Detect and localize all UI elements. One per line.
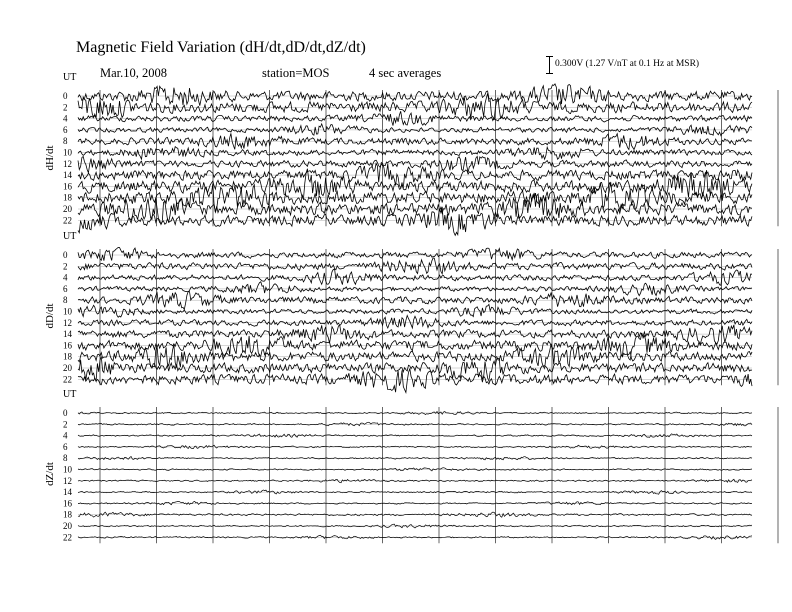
trace-line	[78, 422, 752, 426]
hour-tick-label: 2	[63, 102, 68, 113]
hour-tick-label: 2	[63, 419, 68, 430]
trace-line	[78, 247, 752, 260]
hour-tick-label: 18	[63, 192, 72, 203]
trace-line	[78, 490, 752, 494]
scale-label: 0.300V (1.27 V/nT at 0.1 Hz at MSR)	[555, 59, 700, 69]
hour-tick-label: 16	[63, 340, 72, 351]
trace-line	[78, 316, 752, 329]
trace-line	[78, 111, 752, 125]
panel-dD-dt	[44, 231, 778, 393]
panel-ylabel: dD/dt	[44, 303, 56, 329]
hour-tick-label: 14	[63, 170, 72, 181]
trace-line	[78, 369, 752, 393]
hour-tick-label: 4	[63, 430, 68, 441]
hour-tick-label: 6	[63, 124, 68, 135]
hour-tick-label: 14	[63, 329, 72, 340]
hour-tick-label: 4	[63, 113, 68, 124]
trace-line	[78, 269, 752, 285]
panel-ylabel: dH/dt	[44, 145, 56, 171]
hour-tick-label: 20	[63, 363, 72, 373]
hour-tick-label: 12	[63, 475, 72, 486]
date-label: Mar.10, 2008	[100, 66, 168, 80]
panel-dZ-dt	[44, 389, 778, 543]
hour-tick-label: 12	[63, 317, 72, 328]
trace-line	[78, 258, 752, 274]
trace-line	[78, 292, 752, 310]
hour-tick-label: 0	[63, 408, 68, 418]
panel-ylabel: dZ/dt	[44, 462, 56, 486]
hour-tick-label: 8	[63, 295, 68, 306]
panel-dH-dt	[44, 72, 778, 235]
hour-tick-label: 12	[63, 158, 72, 169]
hour-tick-label: 8	[63, 136, 68, 147]
hour-tick-label: 10	[63, 306, 72, 317]
hour-tick-label: 0	[63, 250, 68, 260]
hour-tick-label: 10	[63, 147, 72, 158]
hour-tick-label: 16	[63, 498, 72, 509]
hour-tick-label: 10	[63, 464, 72, 475]
averaging-label: 4 sec averages	[369, 66, 442, 80]
trace-line	[78, 325, 752, 345]
hour-tick-label: 22	[63, 374, 72, 385]
hour-tick-label: 20	[63, 204, 72, 214]
hour-tick-label: 6	[63, 441, 68, 452]
ut-label: UT	[63, 389, 77, 400]
trace-line	[78, 479, 752, 482]
station-label: station=MOS	[262, 66, 330, 80]
hour-tick-label: 20	[63, 521, 72, 531]
chart-title: Magnetic Field Variation (dH/dt,dD/dt,dZ/dt)	[76, 39, 366, 56]
trace-line	[78, 84, 752, 106]
trace-line	[78, 147, 752, 160]
trace-line	[78, 156, 752, 172]
hour-tick-label: 6	[63, 283, 68, 294]
trace-line	[78, 169, 752, 199]
trace-line	[78, 501, 752, 504]
trace-line	[78, 468, 752, 471]
hour-tick-label: 18	[63, 509, 72, 520]
hour-tick-label: 0	[63, 91, 68, 101]
hour-tick-label: 22	[63, 532, 72, 543]
hour-tick-label: 22	[63, 215, 72, 226]
trace-line	[78, 207, 752, 236]
hour-tick-label: 14	[63, 487, 72, 498]
ut-label: UT	[63, 231, 77, 242]
hour-tick-label: 8	[63, 453, 68, 464]
hour-tick-label: 18	[63, 351, 72, 362]
hour-tick-label: 4	[63, 272, 68, 283]
ut-label: UT	[63, 72, 77, 83]
hour-tick-label: 2	[63, 261, 68, 272]
hour-tick-label: 16	[63, 181, 72, 192]
trace-line	[78, 434, 752, 438]
